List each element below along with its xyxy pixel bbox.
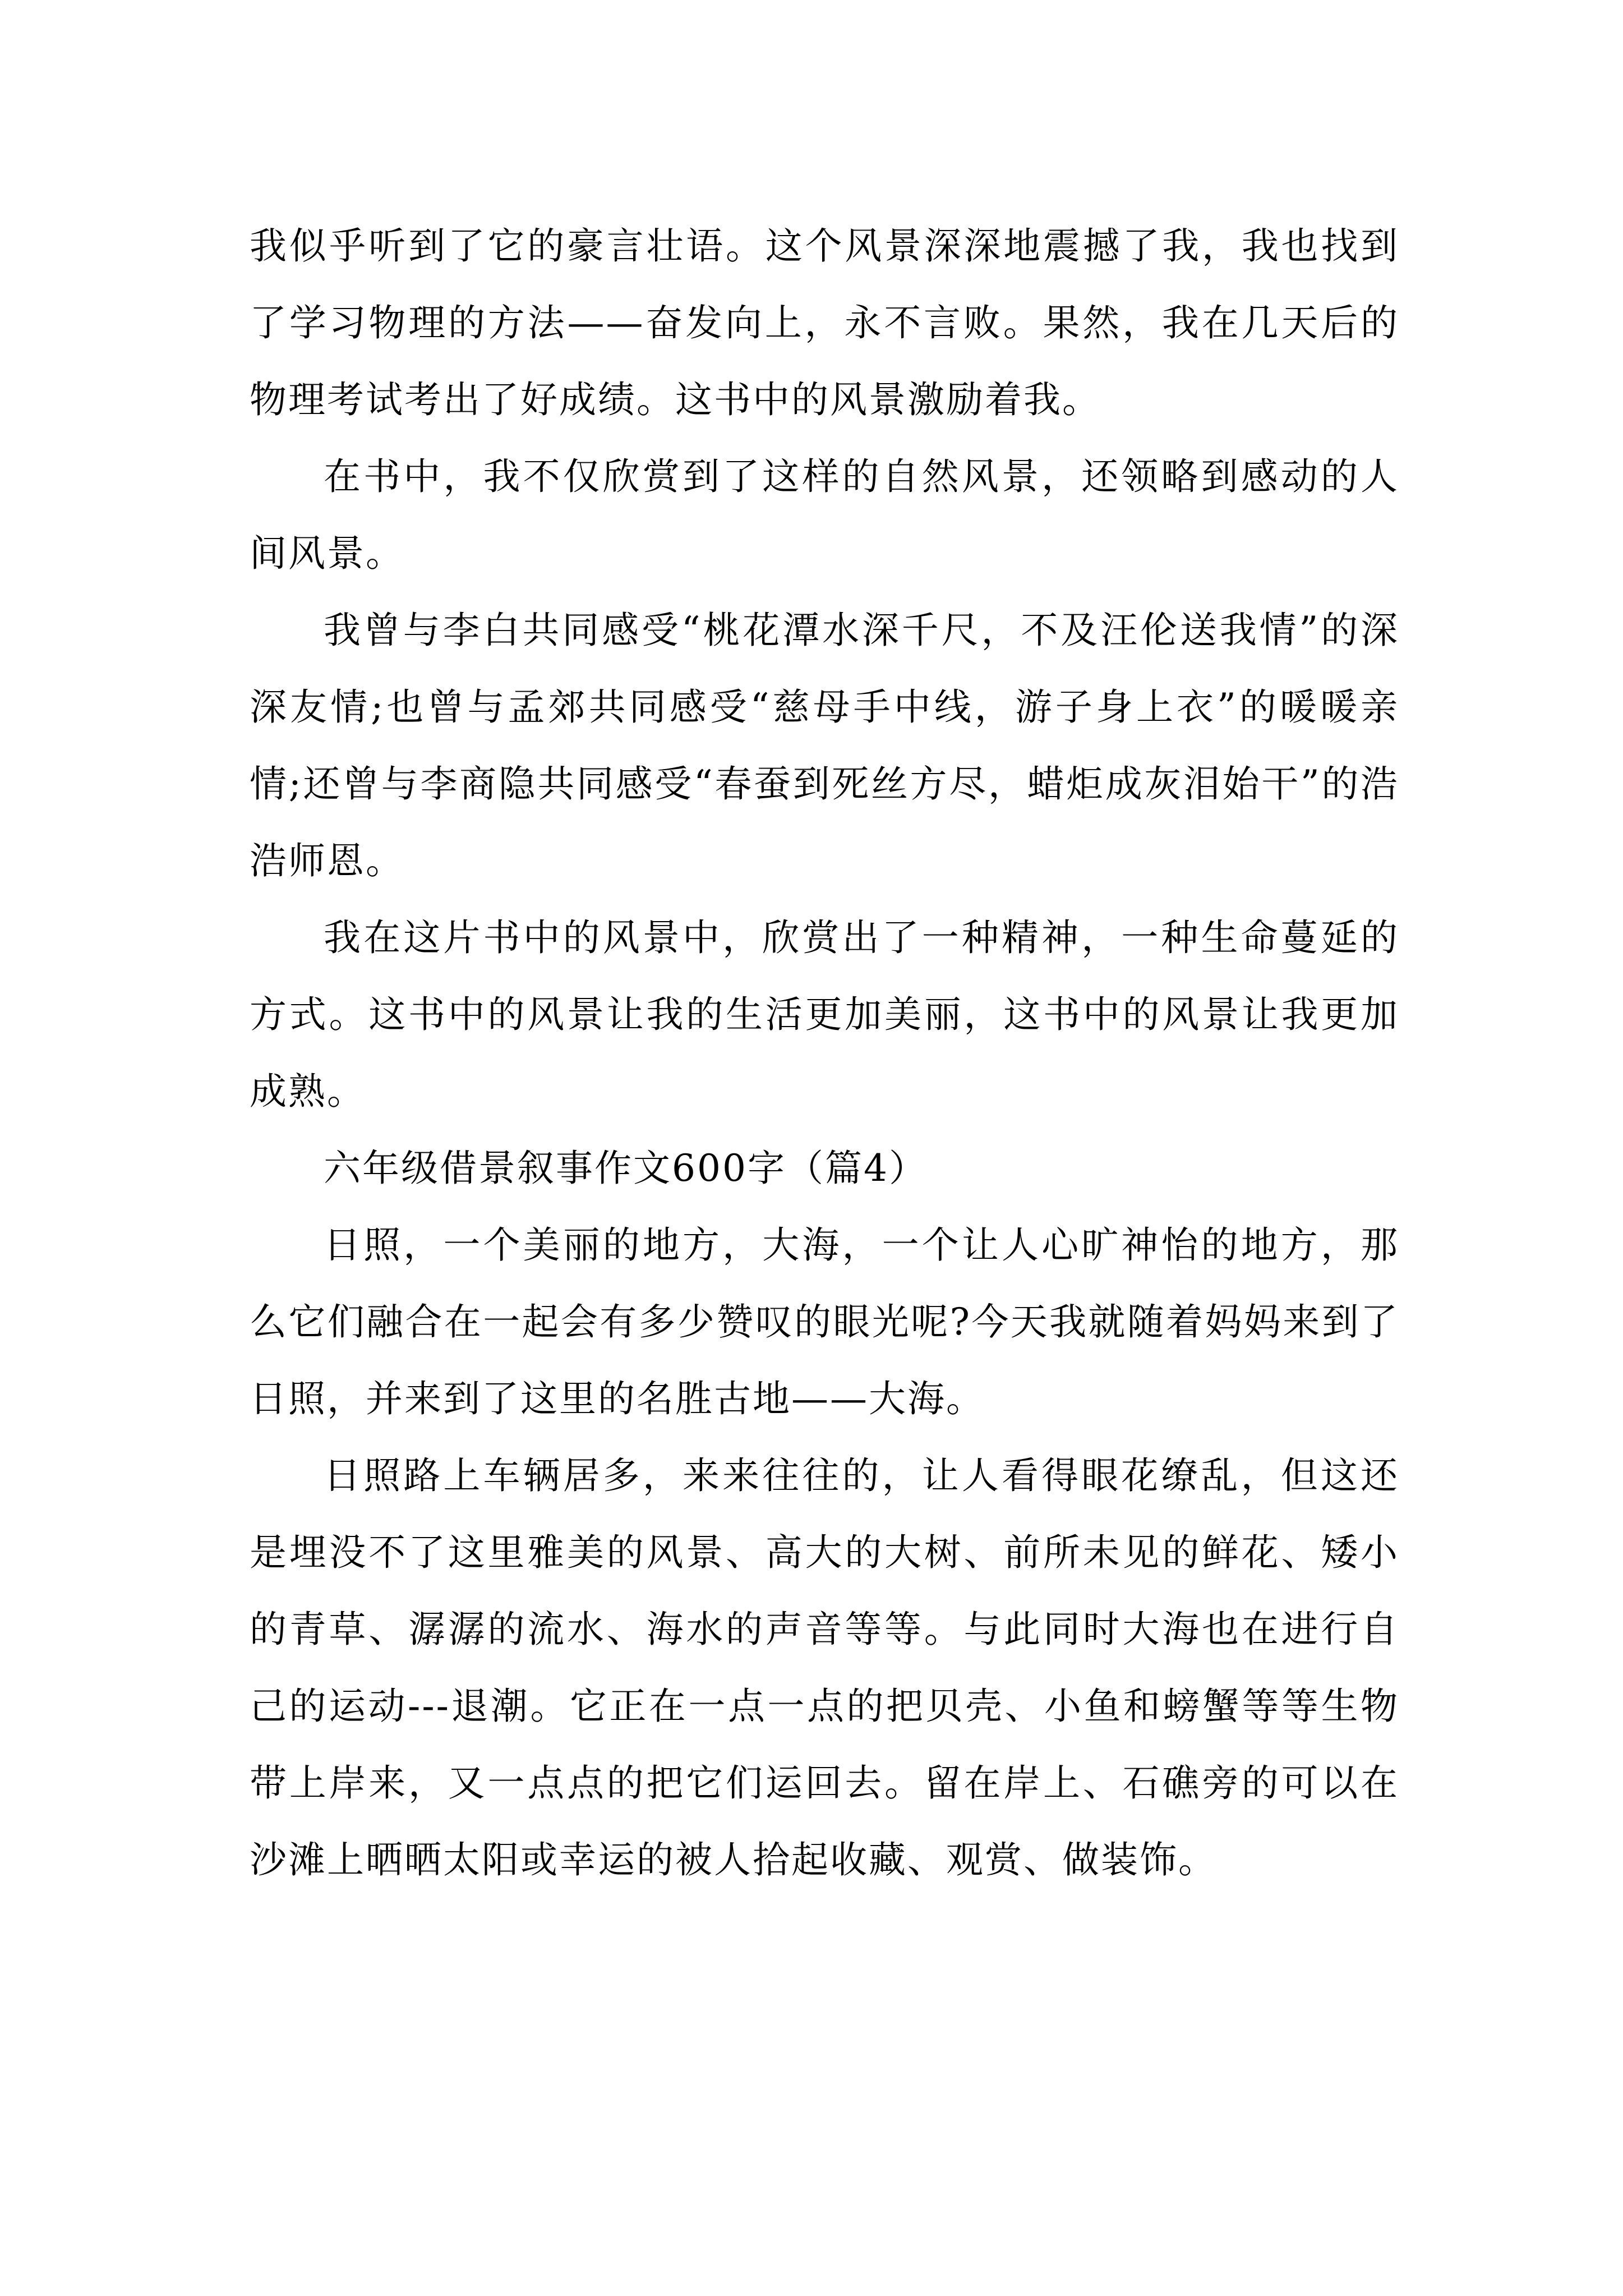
section-heading: 六年级借景叙事作文600字（篇4）	[324, 1147, 928, 1190]
paragraph-2: 在书中，我不仅欣赏到了这样的自然风景，还领略到感动的人间风景。	[250, 455, 1399, 575]
paragraph-1: 我似乎听到了它的豪言壮语。这个风景深深地震撼了我，我也找到了学习物理的方法——奋发向上，永不言败。果然，我在几天后的物理考试考出了好成绩。这书中的风景激励着我。	[250, 224, 1399, 421]
paragraph-4: 我在这片书中的风景中，欣赏出了一种精神，一种生命蔓延的方式。这书中的风景让我的生活更加美丽，这书中的风景让我更加成熟。	[250, 916, 1399, 1113]
paragraph-3: 我曾与李白共同感受“桃花潭水深千尺，不及汪伦送我情”的深深友情;也曾与孟郊共同感受“慈母手中线，游子身上衣”的暖暖亲情;还曾与李商隐共同感受“春蚕到死丝方尽，蜡炬成灰泪始干”的浩浩师恩。	[250, 609, 1399, 882]
paragraph-5: 日照，一个美丽的地方，大海，一个让人心旷神怡的地方，那么它们融合在一起会有多少赞叹的眼光呢?今天我就随着妈妈来到了日照，并来到了这里的名胜古地——大海。	[250, 1223, 1399, 1420]
document-body	[250, 208, 1399, 1898]
paragraph-6: 日照路上车辆居多，来来往往的，让人看得眼花缭乱，但这还是埋没不了这里雅美的风景、高大的大树、前所未见的鲜花、矮小的青草、潺潺的流水、海水的声音等等。与此同时大海也在进行自己的运动---退潮。它正在一点一点的把贝壳、小鱼和螃蟹等等生物带上岸来，又一点点的把它们运回去。留在岸上、石礁旁的可以在沙滩上晒晒太阳或幸运的被人拾起收藏、观赏、做装饰。	[250, 1454, 1399, 1881]
